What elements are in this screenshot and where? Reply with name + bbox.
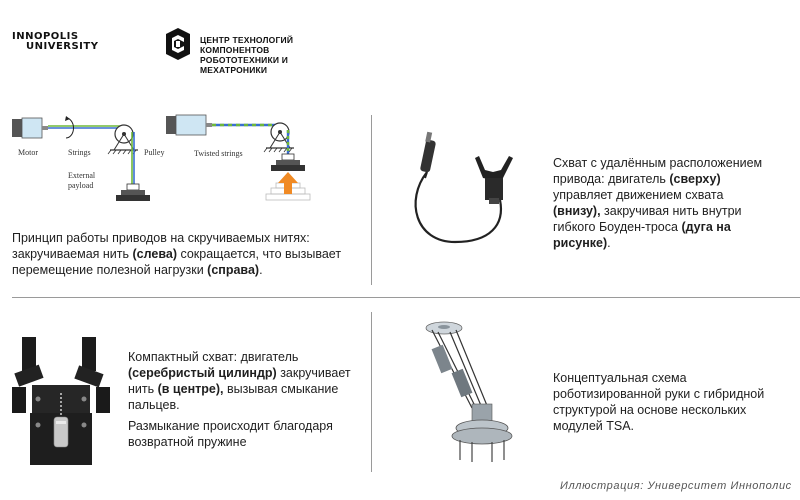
compact-gripper-image — [8, 333, 120, 473]
tsa-principle-text — [12, 230, 357, 278]
gripper-jaws-icon — [475, 156, 513, 204]
remote-text-part2: управляет движением схвата — [553, 188, 724, 202]
compact-gripper-text — [128, 349, 368, 413]
compact-text-part2: закручивает нить — [128, 366, 351, 396]
motor-icon-right — [166, 115, 212, 135]
image-credit: Иллюстрация: Университет Иннополис — [560, 480, 792, 492]
label-motor: Motor — [18, 148, 38, 157]
tsa-text-part1: Принцип работы приводов на скручиваемых нитях: закручиваемая нить — [12, 231, 310, 261]
robotics-center-line2: РОБОТОТЕХНИКИ И МЕХАТРОНИКИ — [200, 55, 289, 75]
tsa-text-part2: сокращается, что вызывает перемещение полезной нагрузки — [12, 247, 342, 277]
tsa-principle-diagram — [8, 108, 358, 212]
vertical-divider-bottom — [371, 312, 372, 472]
vertical-divider-top — [371, 115, 372, 285]
innopolis-logo-line2: UNIVERSITY — [26, 41, 99, 52]
remote-text-part1: Схват с удалённым расположением привода: двигатель — [553, 156, 763, 186]
robotics-center-line1: ЦЕНТР ТЕХНОЛОГИЙ КОМПОНЕНТОВ — [200, 35, 294, 55]
robot-arm-image — [420, 316, 530, 466]
silver-motor-cylinder-icon — [54, 417, 68, 447]
arm-tsa-modules-icon — [432, 330, 488, 408]
remote-text-part3: закручивая нить внутри гибкого Боуден-троса — [553, 204, 742, 234]
remote-motor-icon — [420, 132, 436, 178]
pulley-icon-right — [264, 123, 294, 152]
horizontal-divider — [12, 297, 800, 298]
innopolis-logo-line1: INNOPOLIS — [12, 31, 79, 42]
label-strings: Strings — [68, 148, 91, 157]
tsa-text-part3: . — [259, 263, 263, 277]
lifted-payload-icon — [271, 154, 305, 171]
remote-text-bold2: (внизу), — [553, 204, 601, 218]
compact-text-bold2: (в центре), — [157, 382, 224, 396]
remote-gripper-image — [405, 130, 535, 250]
robotics-center-emblem-icon — [162, 28, 194, 60]
external-payload-icon — [116, 184, 150, 201]
remote-gripper-text — [553, 155, 768, 251]
compact-text-part1: Компактный схват: двигатель — [128, 350, 299, 364]
label-external: External — [68, 171, 96, 180]
remote-text-bold3: (дуга на рисунке) — [553, 220, 731, 250]
label-twisted-strings: Twisted strings — [194, 149, 243, 158]
compact-gripper-text-2: Размыкание происходит благодаря возвратной пружине — [128, 419, 333, 449]
label-payload: payload — [68, 181, 94, 190]
compact-text-part3: вызывая смыкание пальцев. — [128, 382, 339, 412]
label-pulley: Pulley — [144, 148, 165, 157]
robot-arm-text: Концептуальная схема роботизированной руки с гибридной структурой на основе нескольких модулей TSA. — [553, 371, 765, 433]
arm-base-icon — [452, 404, 512, 462]
tsa-text-bold2: (справа) — [207, 263, 260, 277]
robotics-center-name — [200, 35, 352, 75]
innopolis-logo — [12, 32, 112, 58]
remote-text-bold1: (сверху) — [669, 172, 721, 186]
up-arrow-icon — [278, 172, 298, 194]
robotics-center-logo — [162, 28, 352, 75]
remote-text-part4: . — [607, 236, 611, 250]
tsa-text-bold1: (слева) — [132, 247, 177, 261]
compact-text-bold1: (серебристый цилиндр) — [128, 366, 277, 380]
motor-icon — [12, 118, 48, 138]
